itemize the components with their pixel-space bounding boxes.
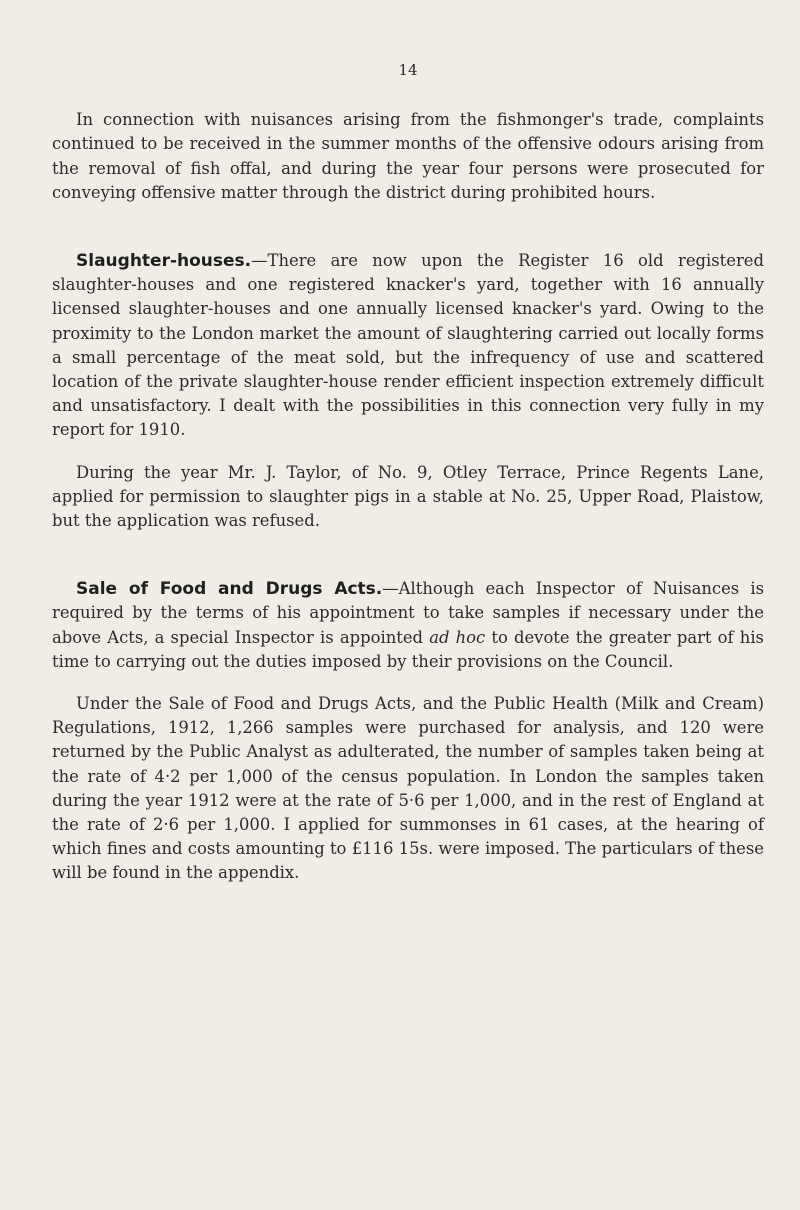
paragraph-samples: Under the Sale of Food and Drugs Acts, and the Public Health (Milk and Cream) Regulations, 1912, 1,266 samples were purchased for analysis, and 120 were returned by the Public Analyst as adulterated, the number of samples taken being at the rate of 4·2 per 1,000 of the census population. In London the samples taken during the year 1912 were at the rate of 5·6 per 1,000, and in the rest of England at the rate of 2·6 per 1,000. I applied for summonses in 61 cases, at the hearing of which fines and costs amounting to £116 15s. were imposed. The particulars of these will be found in the appendix. [52, 694, 764, 883]
paragraph-slaughter-houses [52, 249, 764, 443]
heading-slaughter-houses: Slaughter-houses. [76, 251, 252, 272]
paragraph-food-and-drugs [52, 577, 764, 674]
paragraph-fishmonger: In connection with nuisances arising from the fishmonger's trade, complaints continued to be received in the summer months of the offensive odours arising from the removal of fish offal, and during the year four persons were prosecuted for conveying offensive matter through the district during prohibited hours. [52, 110, 764, 202]
food-and-drugs-italic: ad hoc [429, 627, 486, 647]
slaughter-houses-body: —There are now upon the Register 16 old registered slaughter-houses and one registered knacker's yard, together with 16 annually licensed slaughter-houses and one annually licensed knacker's yard. Owing to the proximity to the London market the amount of slaughtering carried out locally forms a small percentage of the meat sold, but the infrequency of use and scattered location of the private slaughter-house render efficient inspection extremely difficult and unsatisfactory. I dealt with the possibilities in this connection very fully in my report for 1910. [52, 251, 764, 440]
food-and-drugs-body-start: —Although each Inspector of Nuisances is required by the terms of his appointment to take samples if necessary under the above Acts, a special Inspector is appointed [52, 579, 764, 647]
page-number: 14 [398, 61, 418, 79]
paragraph-taylor-application: During the year Mr. J. Taylor, of No. 9, Otley Terrace, Prince Regents Lane, applied for permission to slaughter pigs in a stable at No. 25, Upper Road, Plaistow, but the application was refused. [52, 462, 764, 531]
heading-food-and-drugs: Sale of Food and Drugs Acts. [76, 579, 383, 600]
food-and-drugs-body-end: to devote the greater part of his time to carrying out the duties imposed by their provisions on the Council. [52, 627, 764, 671]
